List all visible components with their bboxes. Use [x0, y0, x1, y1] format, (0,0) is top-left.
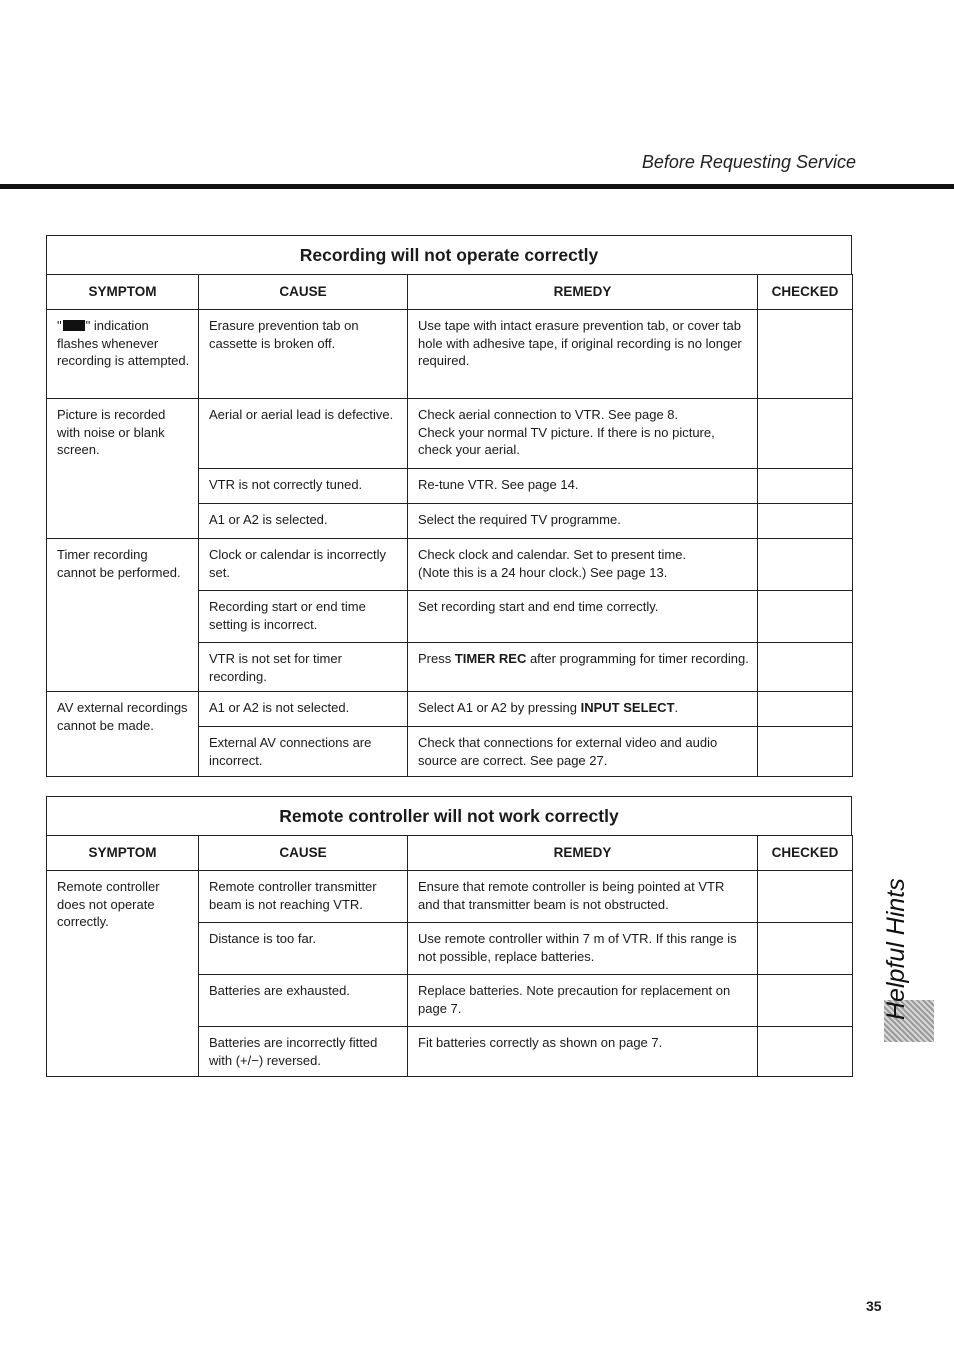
remedy-cell: Check that connections for external video and audio source are correct. See page 27.	[408, 727, 758, 777]
checked-box[interactable]	[758, 504, 853, 539]
remedy-cell: Re-tune VTR. See page 14.	[408, 469, 758, 504]
cause-cell: Recording start or end time setting is incorrect.	[199, 591, 408, 643]
symptom-cell: Remote controller does not operate correctly.	[47, 871, 199, 1077]
checked-box[interactable]	[758, 1027, 853, 1077]
col-symptom: SYMPTOM	[47, 275, 199, 310]
symptom-text: " indication flashes whenever recording is attempted.	[57, 318, 190, 368]
cause-cell: Aerial or aerial lead is defective.	[199, 399, 408, 469]
remedy-text: Press	[418, 651, 455, 666]
cause-cell: A1 or A2 is selected.	[199, 504, 408, 539]
cause-cell: Clock or calendar is incorrectly set.	[199, 539, 408, 591]
checked-box[interactable]	[758, 692, 853, 727]
checked-box[interactable]	[758, 727, 853, 777]
cause-cell: Distance is too far.	[199, 923, 408, 975]
cause-cell: VTR is not correctly tuned.	[199, 469, 408, 504]
remedy-keyword: INPUT SELECT	[580, 700, 675, 715]
table-row	[47, 310, 853, 399]
checked-box[interactable]	[758, 643, 853, 692]
checked-box[interactable]	[758, 871, 853, 923]
checked-box[interactable]	[758, 469, 853, 504]
checked-box[interactable]	[758, 310, 853, 399]
symptom-cell: Picture is recorded with noise or blank screen.	[47, 399, 199, 539]
remedy-line: Check your normal TV picture. If there is no picture, check your aerial.	[418, 424, 715, 457]
cause-cell: Remote controller transmitter beam is not reaching VTR.	[199, 871, 408, 923]
checked-box[interactable]	[758, 539, 853, 591]
recording-section	[46, 235, 852, 777]
remote-title: Remote controller will not work correctly	[46, 796, 852, 835]
col-cause: CAUSE	[199, 275, 408, 310]
col-checked: CHECKED	[758, 836, 853, 871]
recording-table	[46, 274, 853, 777]
remote-section	[46, 796, 852, 1077]
remedy-text: after programming for timer recording.	[526, 651, 749, 666]
indicator-icon	[63, 320, 85, 331]
remedy-text: .	[674, 700, 679, 715]
symptom-cell: Timer recording cannot be performed.	[47, 539, 199, 692]
symptom-cell: AV external recordings cannot be made.	[47, 692, 199, 777]
col-remedy: REMEDY	[408, 836, 758, 871]
remote-table	[46, 835, 853, 1077]
table-row	[47, 692, 853, 727]
remedy-line: Check aerial connection to VTR. See page 8.	[418, 407, 679, 422]
cause-cell: Batteries are incorrectly fitted with (+/−) reversed.	[199, 1027, 408, 1077]
remedy-cell: Use remote controller within 7 m of VTR. If this range is not possible, replace batteries.	[408, 923, 758, 975]
remedy-cell: Replace batteries. Note precaution for replacement on page 7.	[408, 975, 758, 1027]
checked-box[interactable]	[758, 399, 853, 469]
col-cause: CAUSE	[199, 836, 408, 871]
remote-header-row	[47, 836, 853, 871]
table-row	[47, 399, 853, 469]
symptom-cell	[47, 310, 199, 399]
cause-cell: VTR is not set for timer recording.	[199, 643, 408, 692]
cause-cell: Erasure prevention tab on cassette is broken off.	[199, 310, 408, 399]
remedy-cell	[408, 692, 758, 727]
col-checked: CHECKED	[758, 275, 853, 310]
remedy-keyword: TIMER REC	[454, 651, 527, 666]
remedy-cell: Fit batteries correctly as shown on page 7.	[408, 1027, 758, 1077]
remedy-line: (Note this is a 24 hour clock.) See page 13.	[418, 564, 668, 580]
checked-box[interactable]	[758, 923, 853, 975]
remedy-line: Check clock and calendar. Set to present time.	[418, 547, 687, 562]
remedy-cell	[408, 399, 758, 469]
remedy-cell	[408, 643, 758, 692]
page-number: 35	[866, 1298, 882, 1314]
header-rule	[0, 184, 954, 189]
symptom-text: "	[57, 318, 62, 333]
cause-cell: Batteries are exhausted.	[199, 975, 408, 1027]
remedy-cell	[408, 539, 758, 591]
recording-header-row	[47, 275, 853, 310]
checked-box[interactable]	[758, 591, 853, 643]
remedy-cell: Select the required TV programme.	[408, 504, 758, 539]
recording-title: Recording will not operate correctly	[46, 235, 852, 274]
remedy-cell: Use tape with intact erasure prevention tab, or cover tab hole with adhesive tape, if original recording is no longer required.	[408, 310, 758, 399]
side-tab-label: Helpful Hints	[882, 878, 910, 1020]
table-row	[47, 539, 853, 591]
table-row	[47, 871, 853, 923]
cause-cell: A1 or A2 is not selected.	[199, 692, 408, 727]
header-title: Before Requesting Service	[641, 152, 856, 172]
remedy-cell: Set recording start and end time correctly.	[408, 591, 758, 643]
checked-box[interactable]	[758, 975, 853, 1027]
remedy-cell: Ensure that remote controller is being pointed at VTR and that transmitter beam is not obstructed.	[408, 871, 758, 923]
col-remedy: REMEDY	[408, 275, 758, 310]
col-symptom: SYMPTOM	[47, 836, 199, 871]
cause-cell: External AV connections are incorrect.	[199, 727, 408, 777]
remedy-text: Select A1 or A2 by pressing	[418, 700, 581, 715]
